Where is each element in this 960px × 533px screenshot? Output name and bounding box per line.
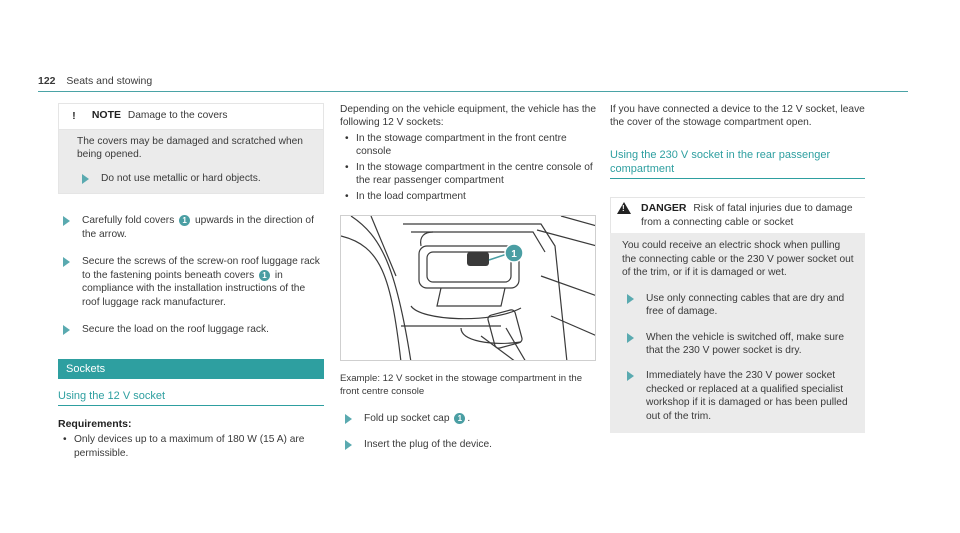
- image-callout-label: 1: [511, 249, 517, 261]
- step-fold-cap: [340, 412, 596, 425]
- warning-triangle-icon: !: [617, 202, 631, 214]
- image-caption: Example: 12 V socket in the stowage compartment in the front centre console: [340, 373, 583, 397]
- section-title-sockets: Sockets: [58, 359, 324, 380]
- subsection-title-230v: Using the 230 V socket in the rear passenger compartment: [610, 148, 865, 179]
- list-item: • In the stowage compartment in the front centre console: [340, 132, 596, 159]
- danger-box: [610, 197, 865, 433]
- console-illustration-svg: [341, 216, 596, 361]
- column-1: [58, 103, 324, 460]
- step-text: Fold up socket cap: [364, 413, 450, 425]
- note-keyword: NOTE: [91, 109, 122, 121]
- danger-step: [622, 331, 855, 358]
- column-3: [610, 103, 865, 433]
- intro-text: If you have connected a device to the 12 V socket, leave the cover of the stowage compartment open.: [610, 104, 865, 129]
- danger-title: Risk of fatal injuries due to damage from a connecting cable or socket: [641, 202, 853, 228]
- step-arrow-icon: [63, 325, 70, 335]
- list-item: • In the stowage compartment in the centre console of the rear passenger compartment: [340, 161, 596, 188]
- subsection-title-12v: Using the 12 V socket: [58, 389, 324, 406]
- callout-1-icon: 1: [179, 215, 190, 226]
- step-arrow-icon: [82, 174, 89, 184]
- danger-heading: [641, 202, 859, 229]
- step-secure-screws: [58, 255, 324, 309]
- section-name: Seats and stowing: [66, 75, 153, 87]
- danger-keyword: DANGER: [641, 201, 687, 214]
- step-text: When the vehicle is switched off, make sure that the 230 V power socket is dry.: [646, 331, 844, 356]
- step-insert-plug: [340, 438, 596, 451]
- note-step: [77, 172, 315, 185]
- note-header: [59, 104, 323, 130]
- step-arrow-icon: [63, 216, 70, 226]
- danger-step: [622, 369, 855, 423]
- step-arrow-icon: [627, 371, 634, 381]
- step-arrow-icon: [627, 294, 634, 304]
- step-arrow-icon: [627, 333, 634, 343]
- requirements-label: Requirements:: [58, 417, 132, 430]
- step-text: in compliance with the installation instructions of the roof luggage rack manufacturer.: [82, 269, 306, 308]
- console-socket-illustration: [340, 215, 596, 361]
- note-box: [58, 103, 324, 194]
- step-text: upwards in the direction of the arrow.: [82, 215, 314, 240]
- danger-header: [610, 197, 865, 233]
- intro-text: Depending on the vehicle equipment, the vehicle has the following 12 V sockets:: [340, 104, 596, 129]
- note-title: Damage to the covers: [127, 110, 228, 121]
- danger-text: You could receive an electric shock when pulling the connecting cable or the 230 V power socket out of the trim, or if it is damaged or wet.: [622, 240, 854, 279]
- step-arrow-icon: [345, 440, 352, 450]
- step-arrow-icon: [63, 257, 70, 267]
- note-text: The covers may be damaged and scratched when being opened.: [77, 136, 303, 161]
- step-text: Insert the plug of the device.: [364, 438, 492, 450]
- exclamation-icon: !: [72, 111, 76, 122]
- step-text: Secure the screws of the screw-on roof luggage rack to the fastening points beneath covers: [82, 256, 320, 281]
- callout-1-icon: 1: [454, 413, 465, 424]
- column-2: [340, 103, 596, 451]
- requirement-item: • Only devices up to a maximum of 180 W (15 A) are permissible.: [58, 433, 324, 460]
- page-number: 122: [38, 75, 56, 87]
- step-fold-covers: [58, 214, 324, 241]
- step-secure-load: [58, 323, 324, 336]
- danger-body: [610, 233, 865, 433]
- step-text: Use only connecting cables that are dry and free of damage.: [646, 292, 845, 318]
- callout-1-icon: 1: [259, 270, 270, 281]
- list-item: • In the load compartment: [340, 190, 596, 203]
- step-arrow-icon: [345, 414, 352, 424]
- note-body: [59, 130, 323, 193]
- step-text: .: [467, 413, 471, 425]
- note-step-text: Do not use metallic or hard objects.: [101, 172, 261, 184]
- page-header: [38, 75, 908, 92]
- danger-step: [622, 292, 855, 319]
- step-text: Carefully fold covers: [82, 215, 175, 227]
- socket-cap-shape: [467, 252, 489, 266]
- step-text: Secure the load on the roof luggage rack.: [82, 324, 269, 336]
- step-text: Immediately have the 230 V power socket checked or replaced at a qualified specialist workshop if it is damaged or has been pulled out of the trim.: [646, 370, 848, 422]
